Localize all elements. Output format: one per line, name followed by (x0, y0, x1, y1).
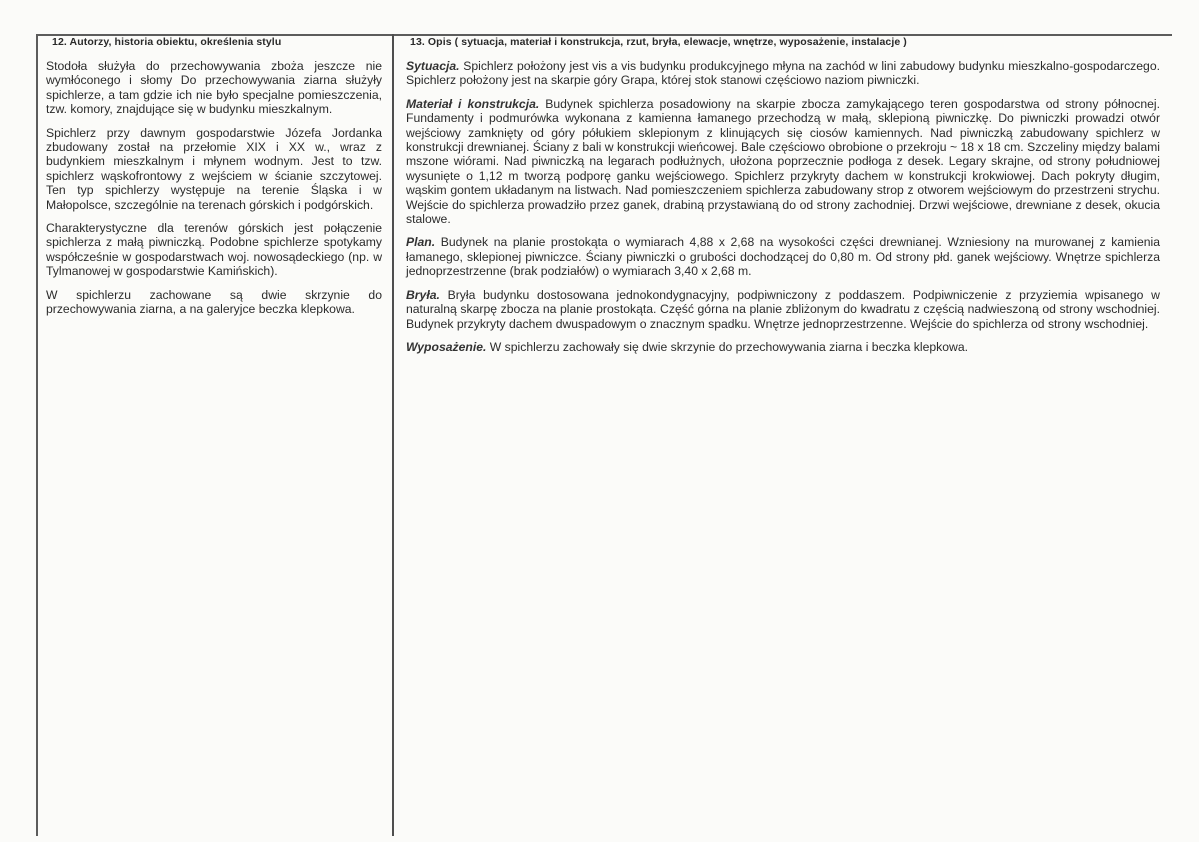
material-construction-label: Materiał i konstrukcja. (406, 96, 540, 111)
left-paragraph-4: W spichlerzu zachowane są dwie skrzynie do przechowywania ziarna, a na galeryjce beczka klepkowa. (46, 287, 382, 317)
situation-text: Spichlerz położony jest vis a vis budynku produkcyjnego młyna na zachód w lini zabudowy budynku mieszkalno-gospodarczego. Spichlerz położony jest na skarpie góry Grapa, której stok stanowi częściowo naziom piwniczki. (406, 59, 1160, 88)
equipment-label: Wyposażenie. (406, 339, 487, 354)
section-13-heading: 13. Opis ( sytuacja, materiał i konstrukcja, rzut, bryła, elewacje, wnętrze, wyposażenie, instalacje ) (410, 36, 907, 48)
equipment-text: W spichlerzu zachowały się dwie skrzynie do przechowywania ziarna i beczka klepkowa. (486, 339, 968, 354)
situation-label: Sytuacja. (406, 59, 460, 73)
plan-label: Plan. (406, 235, 436, 250)
right-column (406, 36, 1160, 363)
description-situation (406, 59, 1160, 88)
column-divider (392, 34, 394, 836)
description-plan (406, 235, 1160, 278)
description-material-construction (406, 97, 1160, 227)
left-paragraph-3: Charakterystyczne dla terenów górskich jest połączenie spichlerza z małą piwniczką. Podobne spichlerze spotykamy współcześnie w gospodarstwach woj. nowosądeckiego (np. w Tylmanowej w gospodarstwie Kamińskich). (46, 221, 382, 279)
description-body (406, 288, 1160, 331)
material-construction-text: Budynek spichlerza posadowiony na skarpie zbocza zamykającego teren gospodarstwa od strony północnej. Fundamenty i podmurówka wykonana z kamienna łamanego przechodzą w małą, sklepioną piwniczkę. Do piwniczki prowadzi otwór wejściowy zamknięty od góry półukiem sklepionym z klinujących się ciosów kamiennych. Nad piwniczką zabudowany spichlerz w konstrukcji drewnianej. Ściany z bali w konstrukcji wieńcowej. Bale częściowo obrobione o przekroju ~ 18 x 18 cm. Szczeliny między balami mszone wiórami. Nad piwniczką na legarach podłużnych, ułożona poprzecznie podłoga z desek. Legary skrajne, od strony południowej wysunięte o 1,12 m tworzą podporę ganku wejściowego. Spichlerz przykryty dachem w konstrukcji krokwiowej. Dach pokryty długim, wąskim gontem układanym na listwach. Nad pomieszczeniem spichlerza zabudowany strop z otworem wejściowym do przestrzeni strychu. Wejście do spichlerza prowadziło przez ganek, drabiną przystawianą do od strony zachodniej. Drzwi wejściowe, drewniane z desek, okucia stalowe. (406, 96, 1160, 227)
section-12-heading: 12. Autorzy, historia obiektu, określenia stylu (52, 36, 282, 48)
body-label: Bryła. (406, 287, 440, 302)
left-column (46, 36, 382, 326)
left-paragraph-2: Spichlerz przy dawnym gospodarstwie Józefa Jordanka zbudowany został na przełomie XIX i XX w., wraz z budynkiem mieszkalnym i młynem wodnym. Jest to tzw. spichlerz wąskofrontowy z wejściem w ścianie szczytowej. Ten typ spichlerzy występuje na terenie Śląska i w Małopolsce, szczególnie na terenach górskich i podgórskich. (46, 125, 382, 212)
body-text: Bryła budynku dostosowana jednokondygnacyjny, podpiwniczony z poddaszem. Podpiwniczenie z przyziemia wpisanego w naturalną skarpę zbocza na planie prostokąta. Część górna na planie zbliżonym do kwadratu z częścią nadwieszoną od strony wschodniej. Budynek przykryty dachem dwuspadowym o znacznym spadku. Wnętrze jednoprzestrzenne. Wejście do spichlerza od strony wschodniej. (406, 287, 1160, 331)
left-paragraph-1: Stodoła służyła do przechowywania zboża jeszcze nie wymłóconego i słomy Do przechowywania ziarna służyły spichlerze, a tam gdzie ich nie było specjalne pomieszczenia, tzw. komory, znajdujące się w budynku mieszkalnym. (46, 59, 382, 117)
description-equipment (406, 340, 1160, 354)
plan-text: Budynek na planie prostokąta o wymiarach 4,88 x 2,68 na wysokości części drewnianej. Wzniesiony na murowanej z kamienia łamanego, sklepionej piwniczce. Ściany piwniczki o grubości dochodzącej do 0,80 m. Od strony płd. ganek wejściowy. Wnętrze spichlerza jednoprzestrzenne (brak podziałów) o wymiarach 3,40 x 2,68 m. (406, 235, 1160, 279)
